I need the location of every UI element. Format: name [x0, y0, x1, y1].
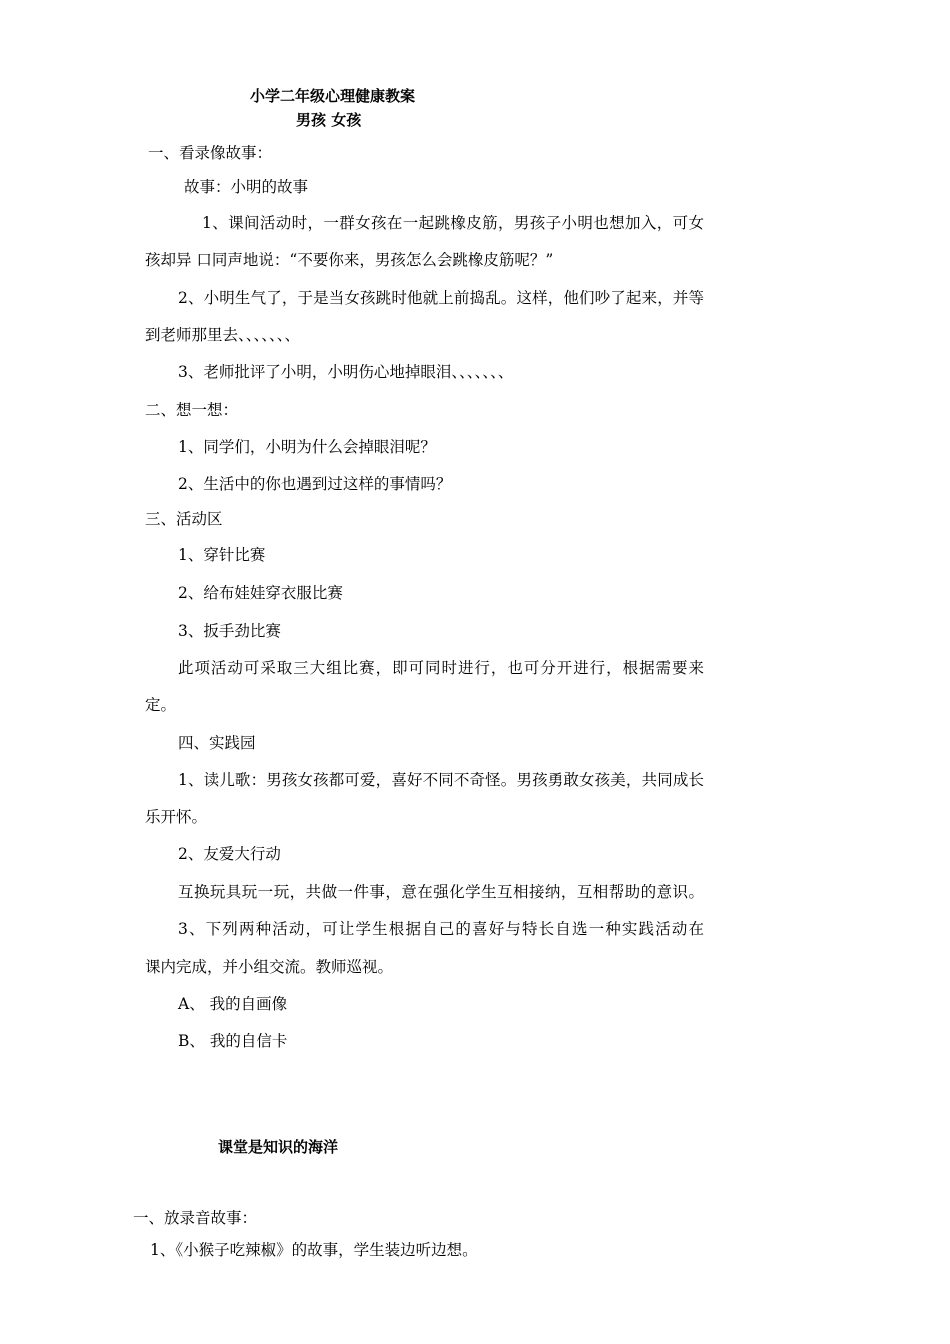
section4-heading: 四、实践园	[178, 734, 256, 752]
activity-2: 2、给布娃娃穿衣服比赛	[178, 584, 343, 602]
rhyme-line-1: 1、读儿歌：男孩女孩都可爱，喜好不同不奇怪。男孩勇敢女孩美，共同成长	[178, 771, 704, 789]
paragraph-1-line-2: 孩却异 口同声地说：“不要你来，男孩怎么会跳橡皮筋呢？”	[145, 251, 554, 269]
story-title: 故事：小明的故事	[184, 178, 309, 196]
activity-note-line-1: 此项活动可采取三大组比赛，即可同时进行，也可分开进行，根据需要来	[178, 659, 704, 677]
friendship-activity: 2、友爱大行动	[178, 845, 281, 863]
lesson2-section1-heading: 一、放录音故事：	[133, 1209, 258, 1227]
paragraph-2-line-2: 到老师那里去、、、、、、、	[145, 326, 301, 344]
section2-heading: 二、想一想：	[145, 401, 239, 419]
paragraph-1-line-1: 1、课间活动时，一群女孩在一起跳橡皮筋，男孩子小明也想加入，可女	[202, 214, 704, 232]
paragraph-2-line-1: 2、小明生气了，于是当女孩跳时他就上前捣乱。这样，他们吵了起来，并等	[178, 289, 704, 307]
lesson1-subtitle: 男孩 女孩	[296, 111, 362, 129]
question-2: 2、生活中的你也遇到过这样的事情吗？	[178, 475, 452, 493]
paragraph-3: 3、老师批评了小明，小明伤心地掉眼泪、、、、、、、	[178, 363, 514, 381]
lesson2-title: 课堂是知识的海洋	[218, 1138, 339, 1156]
question-1: 1、同学们，小明为什么会掉眼泪呢？	[178, 438, 436, 456]
friendship-note: 互换玩具玩一玩，共做一件事，意在强化学生互相接纳，互相帮助的意识。	[178, 883, 704, 901]
section1-heading: 一、看录像故事：	[148, 144, 273, 162]
activity-3: 3、扳手劲比赛	[178, 622, 281, 640]
lesson2-item-1: 1、《小猴子吃辣椒》的故事，学生装边听边想。	[150, 1241, 478, 1259]
choice-activity-line-1: 3、下列两种活动，可让学生根据自己的喜好与特长自选一种实践活动在	[178, 920, 704, 938]
section3-heading: 三、活动区	[145, 510, 223, 528]
choice-activity-line-2: 课内完成，并小组交流。教师巡视。	[145, 958, 394, 976]
rhyme-line-2: 乐开怀。	[145, 808, 208, 826]
activity-1: 1、穿针比赛	[178, 546, 266, 564]
lesson1-title: 小学二年级心理健康教案	[250, 87, 416, 105]
option-b: B、 我的自信卡	[178, 1032, 288, 1050]
activity-note-line-2: 定。	[145, 696, 177, 714]
option-a: A、 我的自画像	[178, 995, 288, 1013]
